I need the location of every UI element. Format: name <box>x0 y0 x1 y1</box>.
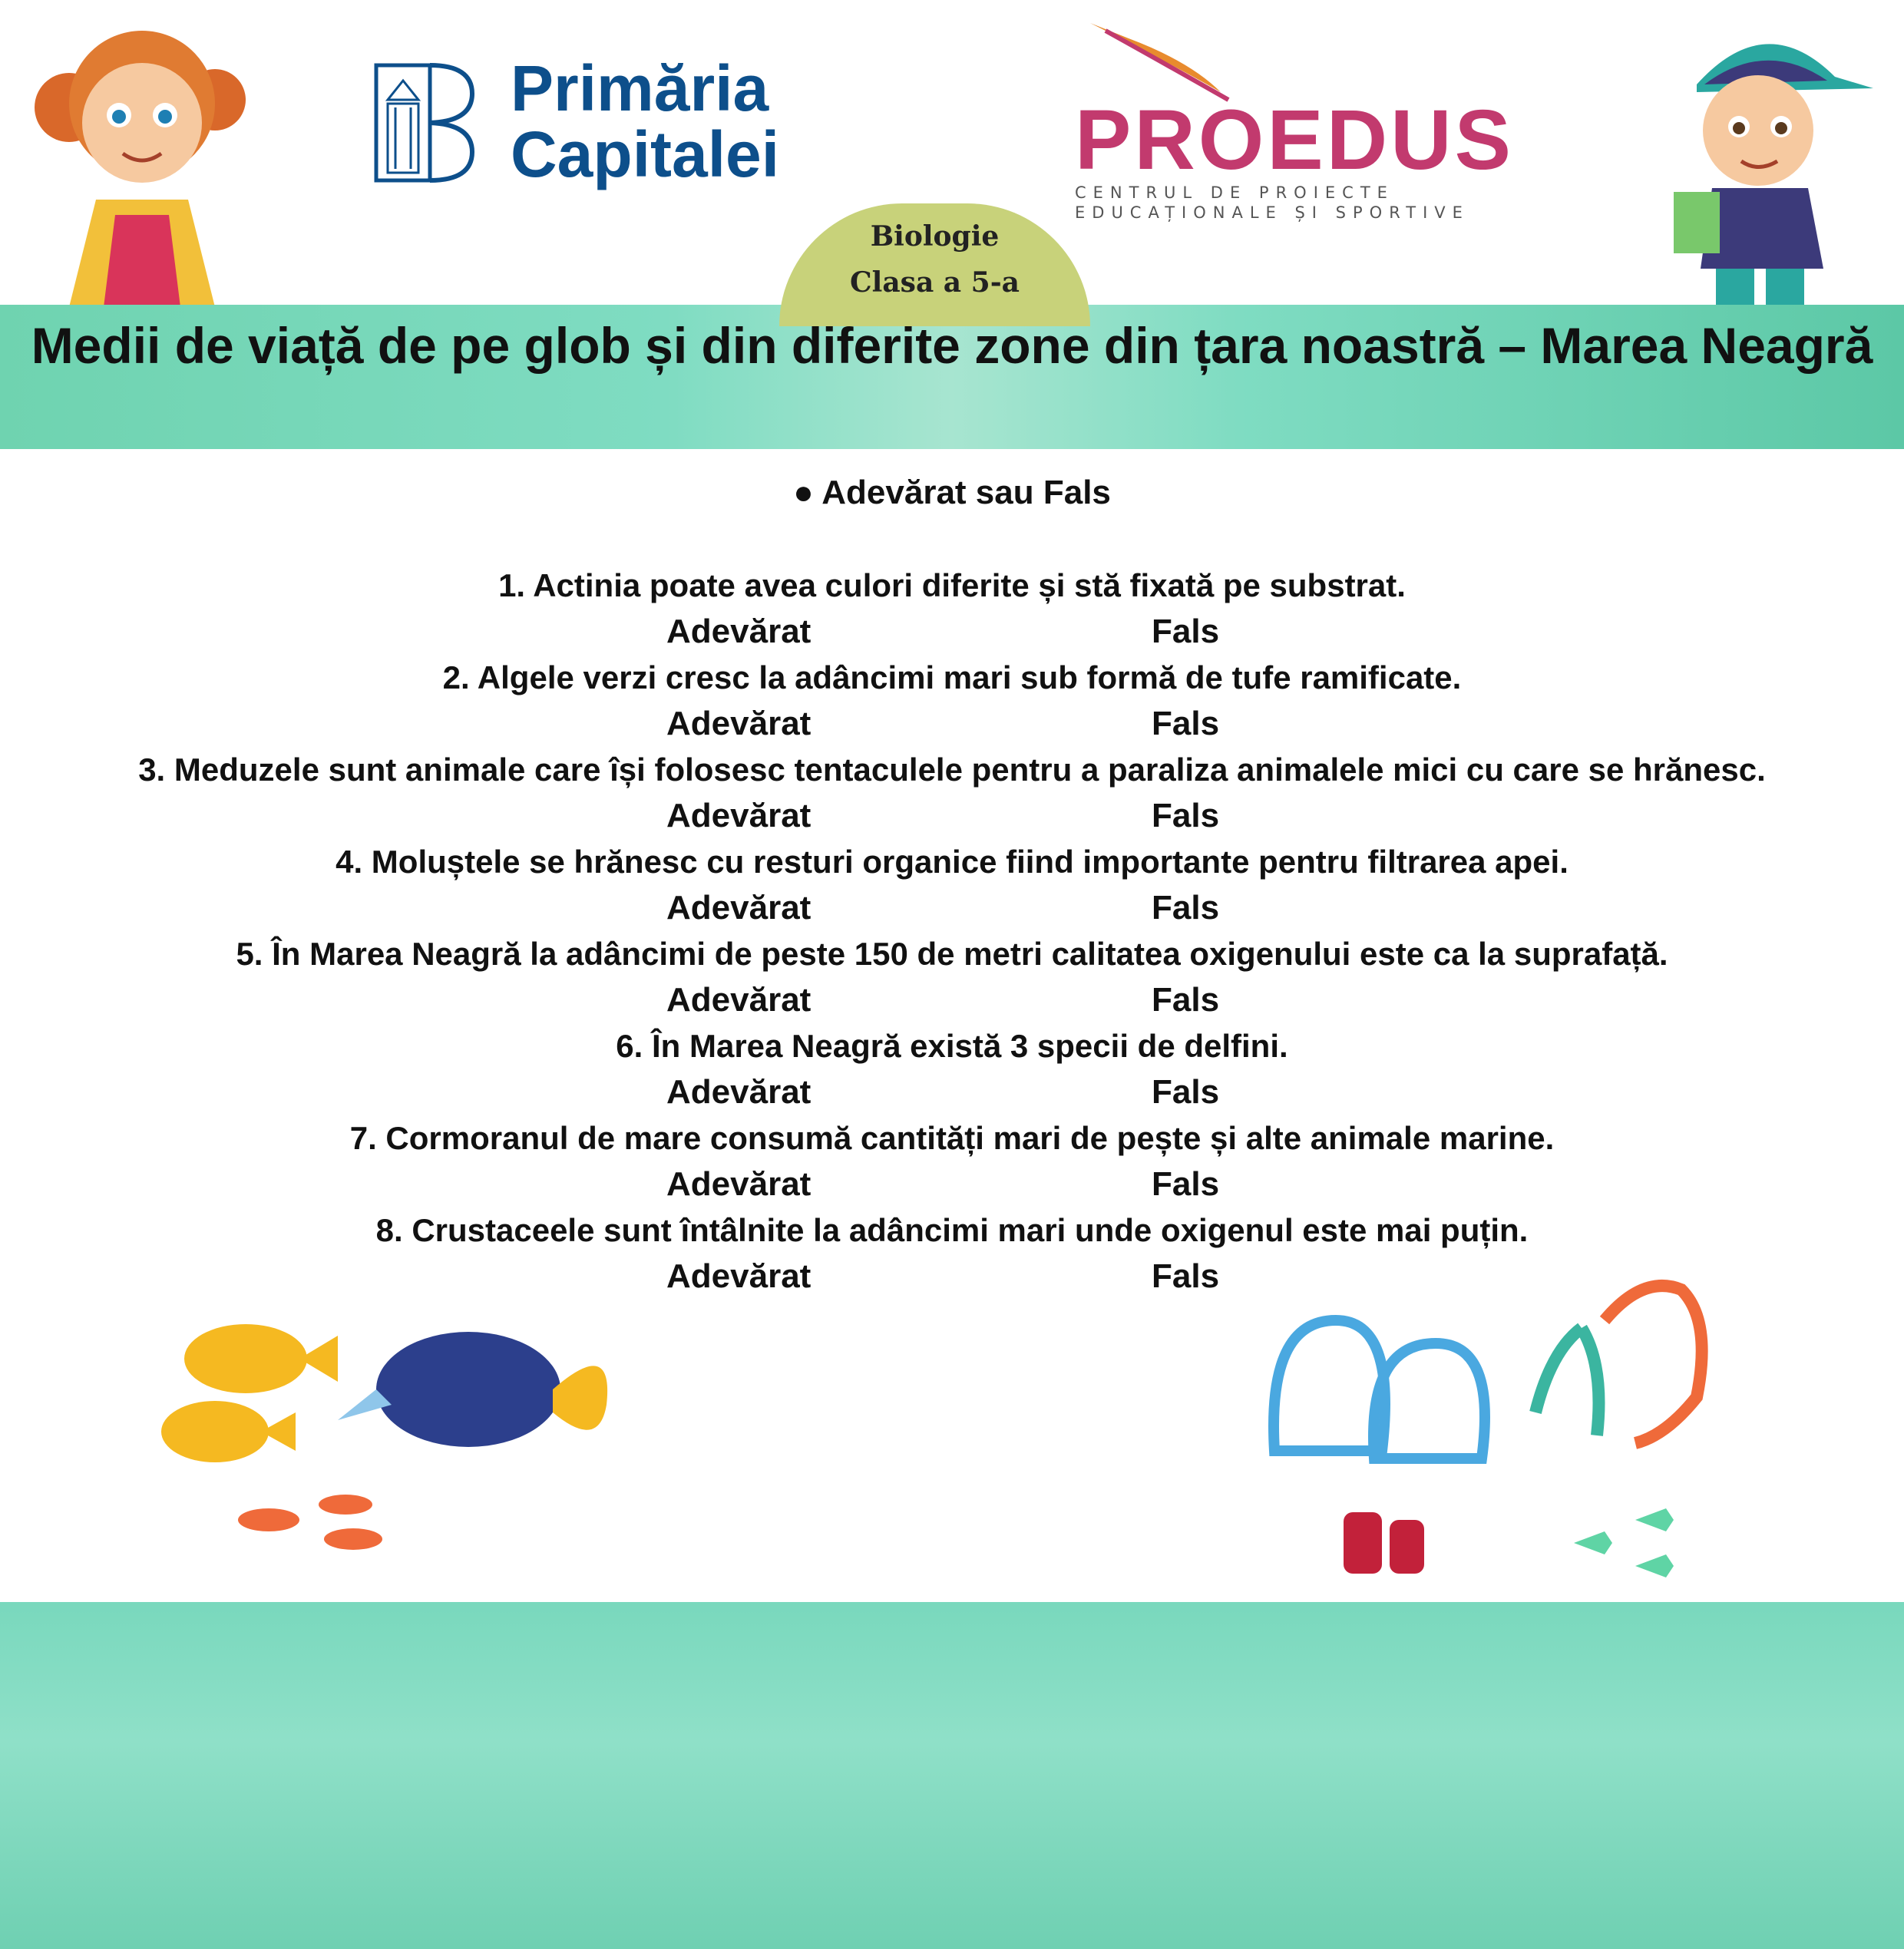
proedus-tagline: CENTRUL DE PROIECTE EDUCAȚIONALE ȘI SPORTIVE <box>1075 183 1469 222</box>
option-false[interactable]: Fals <box>1152 1257 1220 1295</box>
question-text: 4. Moluștele se hrănesc cu resturi organice fiind importante pentru filtrarea apei. <box>336 844 1568 880</box>
question-item <box>0 931 1904 1023</box>
question-item <box>0 839 1904 931</box>
option-false[interactable]: Fals <box>1152 981 1220 1019</box>
option-true[interactable]: Adevărat <box>666 613 812 650</box>
question-text: 3. Meduzele sunt animale care își folosesc tentaculele pentru a paraliza animalele mici cu care se hrănesc. <box>138 752 1766 788</box>
question-item <box>0 1023 1904 1115</box>
option-true[interactable]: Adevărat <box>666 797 812 834</box>
question-item <box>0 563 1904 655</box>
primaria-capitalei-logo-icon <box>372 61 476 184</box>
question-text: 5. În Marea Neagră la adâncimi de peste 150 de metri calitatea oxigenului este ca la suprafață. <box>236 936 1668 972</box>
subject-name: Biologie <box>870 220 1000 253</box>
coral-reef-icon <box>1251 1259 1750 1597</box>
option-false[interactable]: Fals <box>1152 1165 1220 1203</box>
grade-level: Clasa a 5-a <box>850 266 1020 299</box>
question-item <box>0 655 1904 747</box>
option-true[interactable]: Adevărat <box>666 705 812 742</box>
option-false[interactable]: Fals <box>1152 705 1220 742</box>
question-text: 1. Actinia poate avea culori diferite și stă fixată pe substrat. <box>498 567 1406 603</box>
question-item <box>0 747 1904 839</box>
proedus-logo-text: PROEDUS <box>1075 93 1514 187</box>
question-list <box>0 563 1904 1300</box>
subject-badge-text <box>779 213 1090 306</box>
cartoon-girl-illustration <box>23 15 253 307</box>
question-text: 7. Cormoranul de mare consumă cantități mari de pește și alte animale marine. <box>349 1120 1555 1156</box>
question-text: 6. În Marea Neagră există 3 specii de delfini. <box>616 1028 1288 1064</box>
question-text: 2. Algele verzi cresc la adâncimi mari sub formă de tufe ramificate. <box>442 659 1462 695</box>
bottom-decorative-band <box>0 1602 1904 1949</box>
option-false[interactable]: Fals <box>1152 889 1220 927</box>
section-heading: ● Adevărat sau Fals <box>793 474 1111 511</box>
option-false[interactable]: Fals <box>1152 613 1220 650</box>
option-true[interactable]: Adevărat <box>666 1257 812 1295</box>
primaria-capitalei-logo-text: Primăria Capitalei <box>511 52 780 190</box>
option-true[interactable]: Adevărat <box>666 889 812 927</box>
option-true[interactable]: Adevărat <box>666 981 812 1019</box>
tropical-fish-icon <box>146 1305 653 1558</box>
question-text: 8. Crustaceele sunt întâlnite la adâncimi mari unde oxigenul este mai puțin. <box>375 1212 1529 1248</box>
question-item <box>0 1115 1904 1207</box>
page-title: Medii de viață de pe glob și din diferite zone din țara noastră – Marea Neagră <box>31 317 1873 374</box>
cartoon-boy-illustration <box>1651 15 1881 307</box>
option-true[interactable]: Adevărat <box>666 1165 812 1203</box>
option-true[interactable]: Adevărat <box>666 1073 812 1111</box>
option-false[interactable]: Fals <box>1152 797 1220 834</box>
option-false[interactable]: Fals <box>1152 1073 1220 1111</box>
